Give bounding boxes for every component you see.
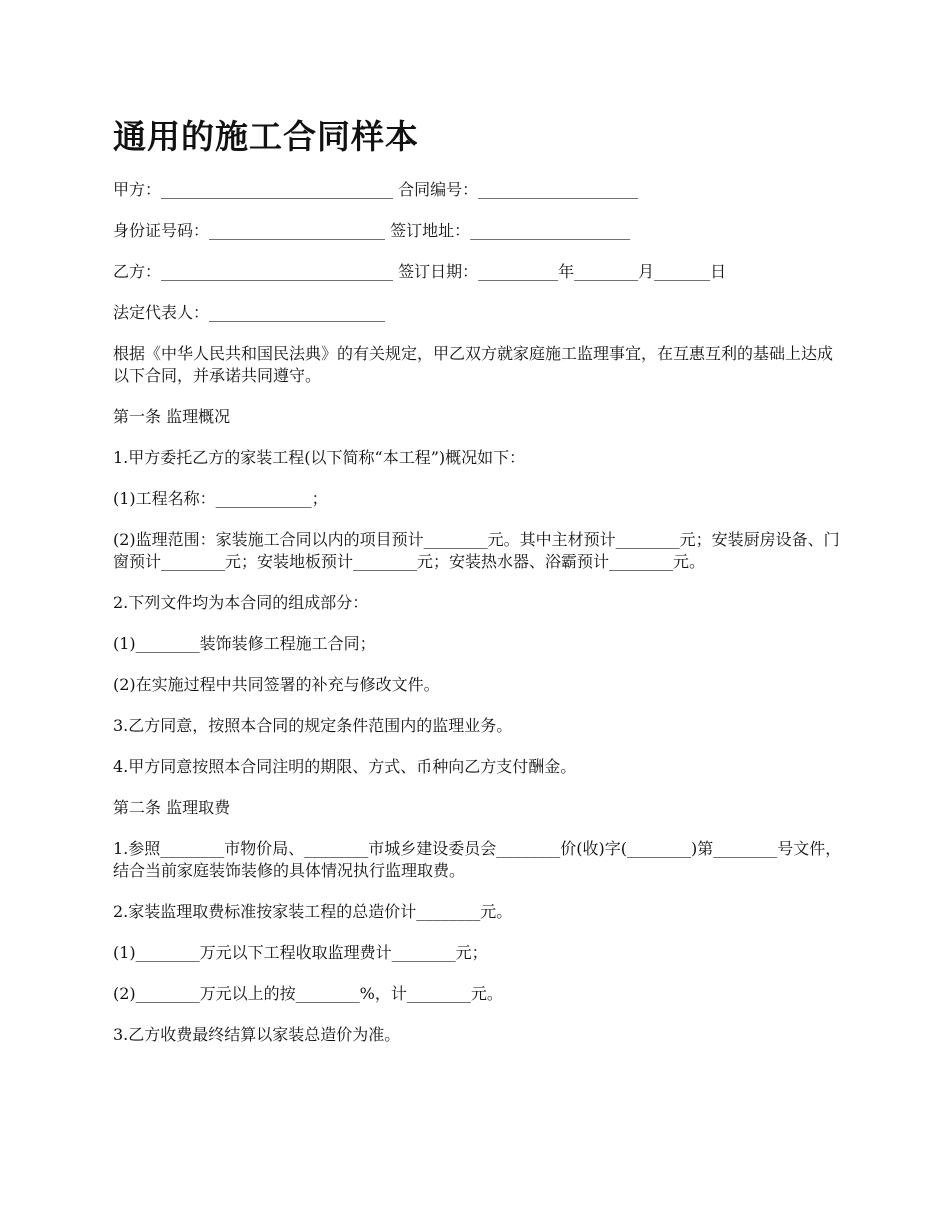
clause-1-2-item-2: (2)在实施过程中共同签署的补充与修改文件。 [113,675,440,694]
clause-1-1-project-name: (1)工程名称：____________； [113,489,328,508]
id-number-line: 身份证号码：______________________ 签订地址：____________________ [113,221,631,240]
article-2-heading: 第二条 监理取费 [113,798,231,817]
clause-1-2: 2.下列文件均为本合同的组成部分： [113,593,369,612]
clause-1-3: 3.乙方同意，按照本合同的规定条件范围内的监理业务。 [113,716,513,735]
clause-1-4: 4.甲方同意按照本合同注明的期限、方式、币种向乙方支付酬金。 [113,757,577,776]
clause-1-1-scope: (2)监理范围：家装施工合同以内的项目预计________元。其中主材预计________元；安装厨房设备、门窗预计________元；安装地板预计________元；安装热水器、浴霸预计________元。 [113,530,840,571]
article-1-heading: 第一条 监理概况 [113,407,231,426]
clause-2-2: 2.家装监理取费标准按家装工程的总造价计________元。 [113,902,513,921]
clause-1-2-item-1: (1)________装饰装修工程施工合同； [113,634,376,653]
clause-1-1: 1.甲方委托乙方的家装工程(以下简称“本工程”)概况如下： [113,448,526,467]
party-b-line: 乙方：_____________________________ 签订日期：__________年________月_______日 [113,262,727,281]
document-title: 通用的施工合同样本 [113,117,419,156]
clause-2-1: 1.参照________市物价局、________市城乡建设委员会________价(收)字(________)第________号文件，结合当前家庭装饰装修的具体情况执行监理取费。 [113,839,842,880]
clause-2-2-item-2: (2)________万元以上的按________%，计________元。 [113,984,503,1003]
clause-2-3: 3.乙方收费最终结算以家装总造价为准。 [113,1025,401,1044]
contract-document [113,112,843,1065]
clause-2-2-item-1: (1)________万元以下工程收取监理费计________元； [113,943,488,962]
party-a-line: 甲方：_____________________________ 合同编号：____________________ [113,180,639,199]
preamble-paragraph: 根据《中华人民共和国民法典》的有关规定，甲乙双方就家庭施工监理事宜，在互惠互利的基础上达成以下合同，并承诺共同遵守。 [113,344,834,385]
legal-representative-line: 法定代表人：______________________ [113,303,386,322]
